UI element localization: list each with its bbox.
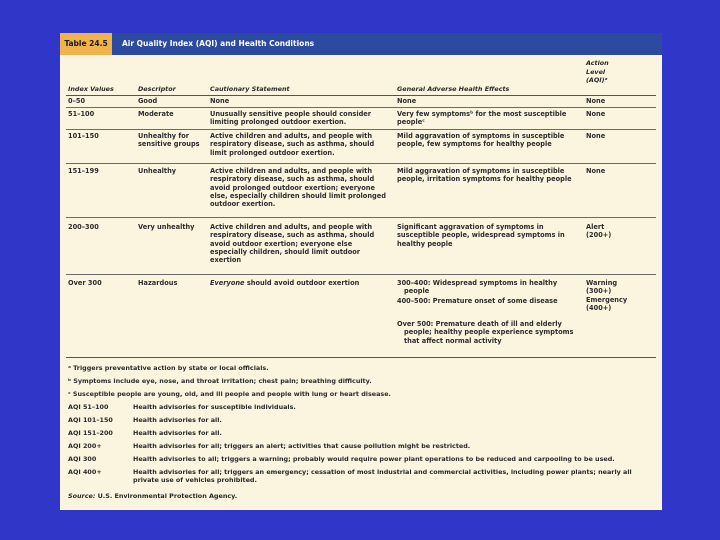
col-action-line2: Level [586, 67, 606, 76]
row5-action [586, 223, 611, 240]
row6-descriptor: Hazardous [138, 279, 178, 287]
row4-cautionary: Active children and adults, and people with respiratory disease, such as asthma, should avoid prolonged outdoor exertion; everyone else, especially children should limit prolonged outdoor exertion. [210, 167, 386, 209]
row1-action: None [586, 97, 606, 105]
aqi-level-text: Health advisories for all. [133, 429, 222, 437]
row2-cautionary: Unusually sensitive people should consider limiting prolonged outdoor exertion. [210, 110, 372, 127]
row1-index: 0–50 [68, 97, 86, 105]
col-index-values: Index Values [68, 85, 114, 93]
col-cautionary: Cautionary Statement [210, 85, 290, 93]
row1-cautionary: None [210, 97, 230, 105]
row1-effects: None [397, 97, 417, 105]
footnote-b: ᵇ Symptoms include eye, nose, and throat irritation; chest pain; breathing difficulty. [68, 377, 372, 385]
source-text: U.S. Environmental Protection Agency. [95, 492, 238, 500]
table-bottom-rule [66, 357, 656, 358]
row6-cautionary-rest: should avoid outdoor exertion [244, 279, 360, 287]
aqi-level-label: AQI 300 [68, 455, 97, 463]
row5-cautionary: Active children and adults, and people with respiratory disease, such as asthma, should avoid outdoor exertion; everyone else especially children, should limit outdoor exertion [210, 223, 375, 265]
aqi-level-text: Health advisories for all. [133, 416, 222, 424]
aqi-level-label: AQI 400+ [68, 468, 102, 476]
table-panel [60, 33, 662, 510]
row4-action: None [586, 167, 606, 175]
footnote-a: ᵃ Triggers preventative action by state or local officials. [68, 364, 269, 372]
table-header [60, 33, 662, 55]
row3-index: 101–150 [68, 132, 99, 140]
row2-descriptor: Moderate [138, 110, 174, 118]
row4-effects: Mild aggravation of symptoms in susceptible people, irritation symptoms for healthy people [397, 167, 572, 184]
row3-cautionary: Active children and adults, and people with respiratory disease, such as asthma, should limit prolonged outdoor exertion. [210, 132, 375, 157]
col-effects: General Adverse Health Effects [397, 85, 510, 93]
aqi-level-text: Health advisories for susceptible individuals. [133, 403, 296, 411]
row-divider [66, 217, 656, 218]
row6-effects-2: 400–500: Premature onset of some disease [397, 297, 558, 305]
row6-effects-1: 300–400: Widespread symptoms in healthy people [397, 279, 558, 296]
footnote-c: ᶜ Susceptible people are young, old, and ill people and people with lung or heart disease. [68, 390, 391, 398]
aqi-level-text: Health advisories for all; triggers an alert; activities that cause pollution might be restricted. [133, 442, 471, 450]
col-descriptor: Descriptor [138, 85, 176, 93]
col-action-line1: Action [586, 59, 609, 67]
aqi-level-label: AQI 51–100 [68, 403, 109, 411]
table-number: Table 24.5 [60, 33, 112, 55]
row5-index: 200–300 [68, 223, 99, 231]
row-divider [66, 129, 656, 130]
source-label: Source: [68, 492, 96, 500]
aqi-level-text: Health advisories for all; triggers an emergency; cessation of most industrial and commercial activities, including power plants; nearly all private use of vehicles prohibited. [133, 468, 632, 485]
row2-index: 51–100 [68, 110, 95, 118]
row-divider [66, 107, 656, 108]
col-action-level [586, 59, 646, 85]
row6-action [586, 279, 627, 312]
row6-action-line3: Emergency [586, 295, 628, 304]
row5-descriptor: Very unhealthy [138, 223, 195, 231]
row6-cautionary-emphasis: Everyone [210, 279, 245, 287]
row6-effects-3: Over 500: Premature death of ill and elderly people; healthy people experience symptoms that affect normal activity [397, 320, 574, 345]
row5-action-line2: (200+) [586, 231, 612, 240]
row4-descriptor: Unhealthy [138, 167, 177, 175]
col-action-line3: (AQI)ᵃ [586, 76, 608, 84]
aqi-level-label: AQI 151–200 [68, 429, 113, 437]
row5-action-line1: Alert [586, 223, 605, 231]
row6-action-line1: Warning [586, 279, 618, 287]
row3-action: None [586, 132, 606, 140]
row5-effects: Significant aggravation of symptoms in susceptible people, widespread symptoms in healthy people [397, 223, 565, 248]
aqi-level-text: Health advisories to all; triggers a warning; probably would require power plant operations to be reduced and carpooling to be used. [133, 455, 615, 463]
row2-effects: Very few symptomsᵇ for the most susceptible peopleᶜ [397, 110, 567, 127]
row2-action: None [586, 110, 606, 118]
row6-cautionary [210, 279, 388, 287]
row6-action-line4: (400+) [586, 303, 612, 312]
row-divider [66, 163, 656, 164]
row3-effects: Mild aggravation of symptoms in susceptible people, few symptoms for healthy people [397, 132, 565, 149]
aqi-level-label: AQI 101–150 [68, 416, 113, 424]
row6-action-line2: (300+) [586, 287, 612, 296]
aqi-level-label: AQI 200+ [68, 442, 102, 450]
row1-descriptor: Good [138, 97, 158, 105]
row3-descriptor: Unhealthy for sensitive groups [138, 132, 200, 149]
table-title: Air Quality Index (AQI) and Health Conditions [122, 39, 315, 48]
row-divider [66, 274, 656, 275]
table-source [68, 492, 237, 500]
row4-index: 151–199 [68, 167, 99, 175]
row6-index: Over 300 [68, 279, 102, 287]
